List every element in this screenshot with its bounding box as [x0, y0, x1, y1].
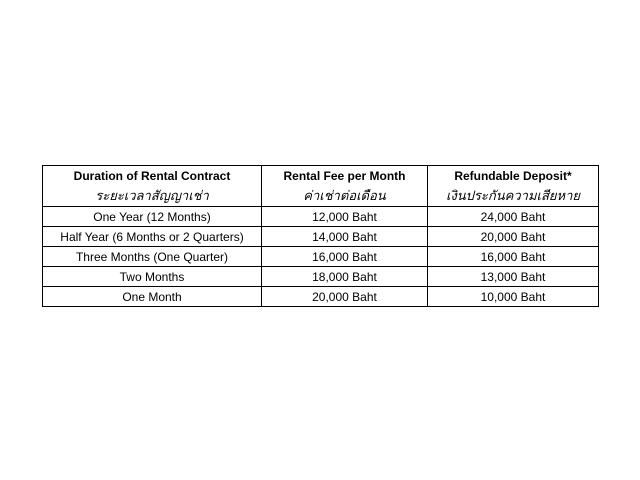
rental-fee-cell: 16,000 Baht	[262, 247, 428, 267]
rental-fee-cell: 20,000 Baht	[262, 287, 428, 307]
table-row	[43, 247, 599, 267]
table-row	[43, 267, 599, 287]
header-row-english	[43, 166, 599, 187]
header-rental-fee: Rental Fee per Month	[262, 166, 428, 187]
header-duration: Duration of Rental Contract	[43, 166, 262, 187]
header-row-thai	[43, 186, 599, 207]
duration-cell: One Year (12 Months)	[43, 207, 262, 227]
rental-fee-cell: 14,000 Baht	[262, 227, 428, 247]
deposit-cell: 24,000 Baht	[428, 207, 599, 227]
deposit-cell: 13,000 Baht	[428, 267, 599, 287]
header-refundable-deposit: Refundable Deposit*	[428, 166, 599, 187]
rental-fee-cell: 18,000 Baht	[262, 267, 428, 287]
table-row	[43, 227, 599, 247]
deposit-cell: 16,000 Baht	[428, 247, 599, 267]
header-rental-fee-thai: ค่าเช่าต่อเดือน	[262, 186, 428, 207]
duration-cell: Half Year (6 Months or 2 Quarters)	[43, 227, 262, 247]
duration-cell: One Month	[43, 287, 262, 307]
deposit-cell: 10,000 Baht	[428, 287, 599, 307]
duration-cell: Three Months (One Quarter)	[43, 247, 262, 267]
header-refundable-deposit-thai: เงินประกันความเสียหาย	[428, 186, 599, 207]
rental-rate-table	[42, 165, 599, 307]
rental-fee-cell: 12,000 Baht	[262, 207, 428, 227]
header-duration-thai: ระยะเวลาสัญญาเช่า	[43, 186, 262, 207]
duration-cell: Two Months	[43, 267, 262, 287]
deposit-cell: 20,000 Baht	[428, 227, 599, 247]
table-row	[43, 287, 599, 307]
table-row	[43, 207, 599, 227]
